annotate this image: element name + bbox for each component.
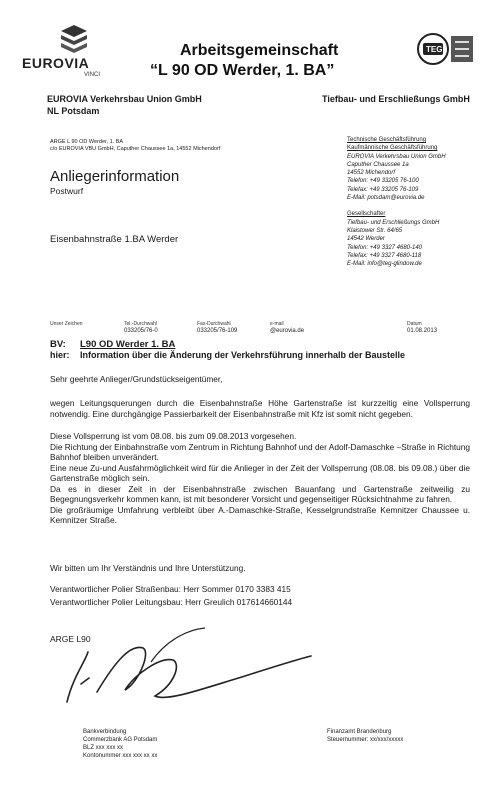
tech-company: EUROVIA Verkehrsbau Union GmbH	[347, 153, 446, 160]
footer-account: Kontonummer xxx xxx xx xx	[83, 753, 158, 759]
tech-fax: Telefax: +49 33205 76-109	[347, 186, 419, 193]
signature-label: ARGE L90	[50, 634, 91, 644]
footer-tax-office: Finanzamt Brandenburg	[327, 729, 392, 735]
para2-line4: Da es in dieser Zeit in der Eisenbahnstraße zwischen Bauanfang und Gartenstraße zeitweilig zu Begegnungsverkehr kommen kann, ist mit besonderer Vorsicht und gegenseitiger Rücksichtnahme zu fahren.	[50, 483, 470, 504]
ref-label-phone: Tel.-Durchwahl	[124, 321, 158, 327]
document-subheading: Postwurf	[50, 186, 84, 196]
document-heading: Anliegerinformation	[50, 168, 180, 185]
ref-label-our-sign: Unser Zeichen	[50, 321, 83, 327]
ref-label-date: Datum	[407, 321, 422, 327]
body-paragraph-1: wegen Leitungsquerungen durch die Eisenbahnstraße Höhe Gartenstraße ist kurzzeitig eine Vollsperrung notwendig. Eine durchgängige Passierbarkeit der Eisenbahnstraße mit Kfz ist somit nicht gegeben.	[50, 398, 470, 419]
org-left-line1: EUROVIA Verkehrsbau Union GmbH	[47, 94, 202, 104]
eurovia-logo-icon	[54, 22, 94, 56]
teg-logo	[417, 32, 475, 66]
subject-hier-label: hier:	[50, 350, 70, 360]
ref-value-phone: 033205/76-0	[124, 328, 158, 334]
comm-heading: Kaufmännische Geschäftsführung	[347, 145, 438, 152]
subject-bv-label: BV:	[50, 339, 66, 350]
teg-logo-text: TEG	[426, 45, 443, 54]
sender-line1: ARGE L 90 OD Werder, 1. BA	[50, 139, 124, 145]
para2-line5: Die großräumige Umfahrung verbleibt über A.-Damaschke-Straße, Kesselgrundstraße Kemnitzer Chaussee u. Kemnitzer Straße.	[50, 504, 470, 525]
para2-line3: Eine neue Zu-und Ausfahrmöglichkeit wird für die Anlieger in der Zeit der Vollsperrung (08.08. bis 09.08.) über die Gartenstraße möglich sein.	[50, 462, 470, 483]
ref-label-email: e-mail	[270, 321, 284, 327]
poller-pipe: Verantwortlicher Polier Leitungsbau: Herr Greulich 017614660144	[50, 597, 293, 607]
sender-line2: c/o EUROVIA VBU GmbH, Caputher Chaussee 1a, 14552 Michendorf	[50, 146, 221, 152]
tech-phone: Telefon: +49 33205 76-100	[347, 178, 419, 185]
shareholder-heading: Gesellschafter	[347, 211, 386, 218]
ref-value-fax: 033205/76-109	[197, 328, 238, 334]
body-paragraph-2	[50, 431, 470, 526]
greeting: Sehr geehrte Anlieger/Grundstückseigentümer,	[50, 374, 223, 384]
ref-value-email: @eurovia.de	[270, 328, 305, 334]
sh-phone: Telefon: +49 3327 4680-140	[347, 244, 423, 251]
org-right: Tiefbau- und Erschließungs GmbH	[322, 94, 470, 104]
tech-city: 14552 Michendorf	[347, 170, 396, 177]
page-title-line2: “L 90 OD Werder, 1. BA”	[150, 62, 335, 79]
sh-company: Tiefbau- und Erschließungs GmbH	[347, 219, 440, 226]
footer-tax	[327, 728, 403, 744]
org-left-line2: NL Potsdam	[47, 106, 100, 116]
footer-tax-number: Steuernummer: xx/xxx/xxxxx	[327, 737, 404, 743]
sh-email: E-Mail: info@teg-glindow.de	[347, 261, 422, 268]
tech-street: Caputher Chaussee 1a	[347, 161, 409, 168]
footer-blz: BLZ xxx xxx xx	[83, 745, 124, 751]
footer-bank-name: Commerzbank AG Potsdam	[83, 737, 158, 743]
contact-block	[347, 136, 497, 268]
para2-line1: Diese Vollsperrung ist vom 08.08. bis zum 09.08.2013 vorgesehen.	[50, 431, 297, 441]
tech-heading: Technische Geschäftsführung	[347, 137, 427, 143]
ref-value-date: 01.08.2013	[407, 328, 438, 334]
poller-street: Verantwortlicher Polier Straßenbau: Herr Sommer 0170 3383 415	[50, 584, 291, 594]
eurovia-logo	[14, 22, 134, 82]
footer-bank-title: Bankverbindung	[83, 729, 127, 735]
subject-bv-value: L90 OD Werder 1. BA	[80, 339, 176, 350]
sh-fax: Telefax: +49 3327 4680-118	[347, 252, 422, 259]
footer-bank	[83, 728, 157, 760]
eurovia-logo-sub: VINCI	[84, 72, 101, 78]
eurovia-logo-text: EUROVIA	[22, 55, 90, 71]
tech-email: E-Mail: potsdam@eurovia.de	[347, 195, 425, 202]
subject-hier-value: Information über die Änderung der Verkehrsführung innerhalb der Baustelle	[80, 350, 406, 360]
ref-label-fax: Fax-Durchwahl	[197, 321, 231, 327]
signature-icon	[55, 622, 315, 720]
para2-line2: Die Richtung der Einbahnstraße vom Zentrum in Richtung Bahnhof und der Adolf-Damaschke –Straße in Richtung Bahnhof bleiben unverändert.	[50, 441, 470, 462]
sh-city: 14542 Werder	[347, 236, 385, 243]
page-title-line1: Arbeitsgemeinschaft	[180, 42, 339, 59]
thanks-line: Wir bitten um Ihr Verständnis und Ihre Unterstützung.	[50, 563, 246, 573]
recipient: Eisenbahnstraße 1.BA Werder	[50, 234, 179, 245]
sh-street: Klaistower Str. 64/65	[347, 227, 403, 234]
